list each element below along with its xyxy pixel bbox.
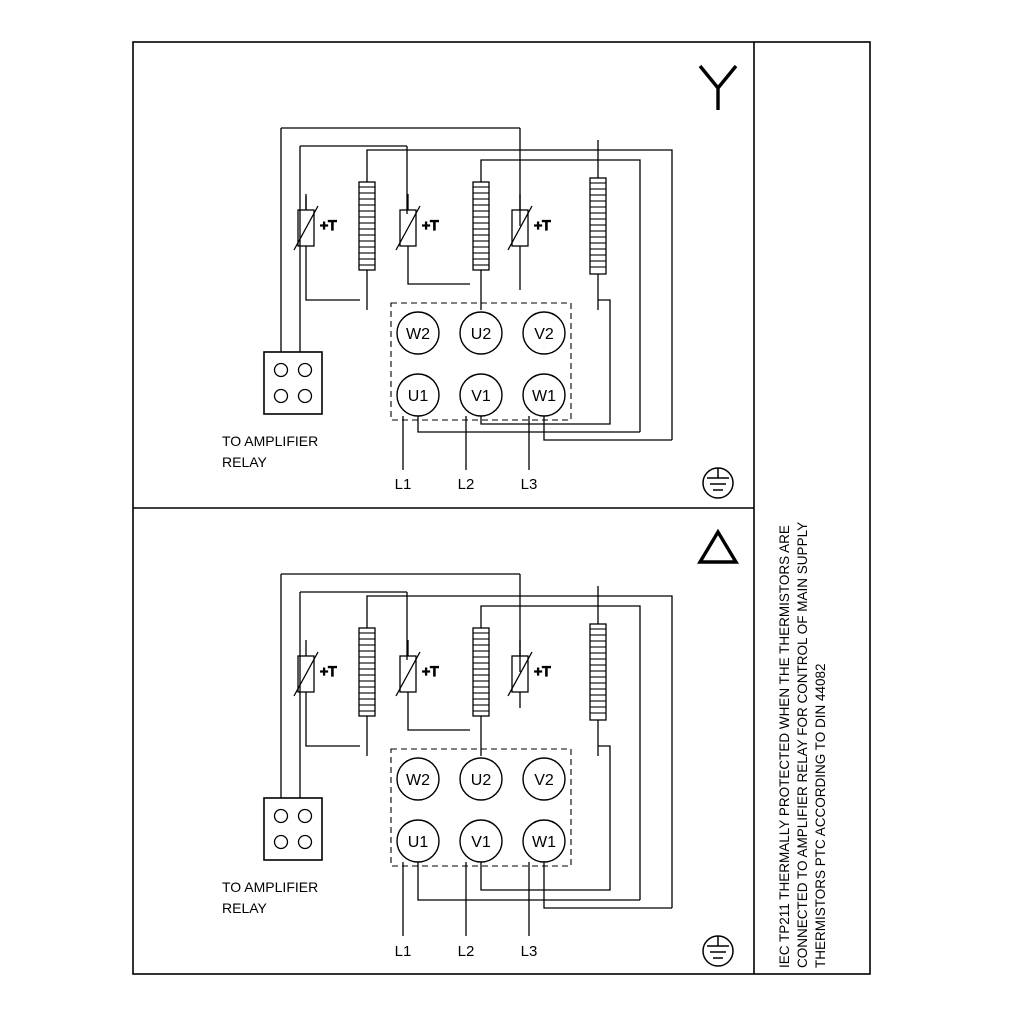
star-connection-symbol: [700, 66, 736, 110]
winding-coil-1: [359, 170, 375, 310]
earth-ground-symbol: [703, 468, 733, 498]
terminal-v2-label: V2: [534, 326, 554, 343]
winding-coil-3: [590, 596, 606, 756]
thermistor-2: [396, 640, 439, 708]
terminal-u2[interactable]: [460, 312, 502, 354]
terminal-v2[interactable]: [523, 312, 565, 354]
terminal-u2-label: U2: [470, 772, 492, 789]
delta-connection-symbol: [700, 532, 736, 562]
amplifier-terminal-block[interactable]: [264, 352, 322, 414]
supply-line-l3-label: L3: [520, 943, 538, 960]
terminal-w1[interactable]: [523, 374, 565, 416]
winding-coil-1: [359, 616, 375, 756]
amplifier-label-line-1: TO AMPLIFIER: [222, 879, 319, 895]
thermistor-2: [396, 194, 439, 262]
terminal-v1[interactable]: [460, 374, 502, 416]
terminal-w1-label: W1: [532, 834, 556, 851]
thermistor-return-wiring: [306, 708, 470, 746]
terminal-u1[interactable]: [397, 374, 439, 416]
terminal-u1-label: U1: [407, 834, 429, 851]
note-text: [777, 522, 828, 968]
panel-delta: [222, 532, 736, 966]
panel-star: [222, 66, 736, 498]
terminal-w1[interactable]: [523, 820, 565, 862]
terminal-u1-label: U1: [407, 388, 429, 405]
note-line-2: CONNECTED TO AMPLIFIER RELAY FOR CONTROL OF MAIN SUPPLY: [795, 521, 810, 968]
amplifier-terminal-block[interactable]: [264, 798, 322, 860]
amplifier-label-line-2: RELAY: [222, 454, 267, 470]
supply-line-l1-label: L1: [394, 943, 412, 960]
earth-ground-symbol: [703, 936, 733, 966]
terminal-v1[interactable]: [460, 820, 502, 862]
terminal-u2-label: U2: [470, 326, 492, 343]
terminal-w2[interactable]: [397, 758, 439, 800]
terminal-u2[interactable]: [460, 758, 502, 800]
thermistor-1-label: +T: [320, 217, 337, 233]
amplifier-label-line-1: TO AMPLIFIER: [222, 433, 319, 449]
winding-coil-2: [473, 170, 489, 310]
terminal-v1-label: V1: [471, 834, 491, 851]
terminal-v1-label: V1: [471, 388, 491, 405]
thermistor-2-label: +T: [422, 663, 439, 679]
thermistor-3: [508, 194, 551, 262]
supply-line-l3-label: L3: [520, 476, 538, 493]
terminal-v2-label: V2: [534, 772, 554, 789]
supply-line-l2-label: L2: [457, 476, 475, 493]
terminal-v2[interactable]: [523, 758, 565, 800]
thermistor-3: [508, 640, 551, 708]
thermistor-3-label: +T: [534, 663, 551, 679]
terminal-w2-label: W2: [406, 326, 430, 343]
terminal-w2-label: W2: [406, 772, 430, 789]
supply-line-l2-label: L2: [457, 943, 475, 960]
thermistor-1-label: +T: [320, 663, 337, 679]
winding-coil-3: [590, 150, 606, 310]
thermistor-2-label: +T: [422, 217, 439, 233]
note-line-3: THERMISTORS PTC ACCORDING TO DIN 44082: [813, 663, 828, 968]
terminal-w1-label: W1: [532, 388, 556, 405]
supply-line-l1-label: L1: [394, 476, 412, 493]
thermistor-3-label: +T: [534, 217, 551, 233]
terminal-w2[interactable]: [397, 312, 439, 354]
winding-coil-2: [473, 616, 489, 756]
note-line-1: IEC TP211 THERMALLY PROTECTED WHEN THE THERMISTORS ARE: [777, 525, 792, 968]
terminal-u1[interactable]: [397, 820, 439, 862]
amplifier-label-line-2: RELAY: [222, 900, 267, 916]
